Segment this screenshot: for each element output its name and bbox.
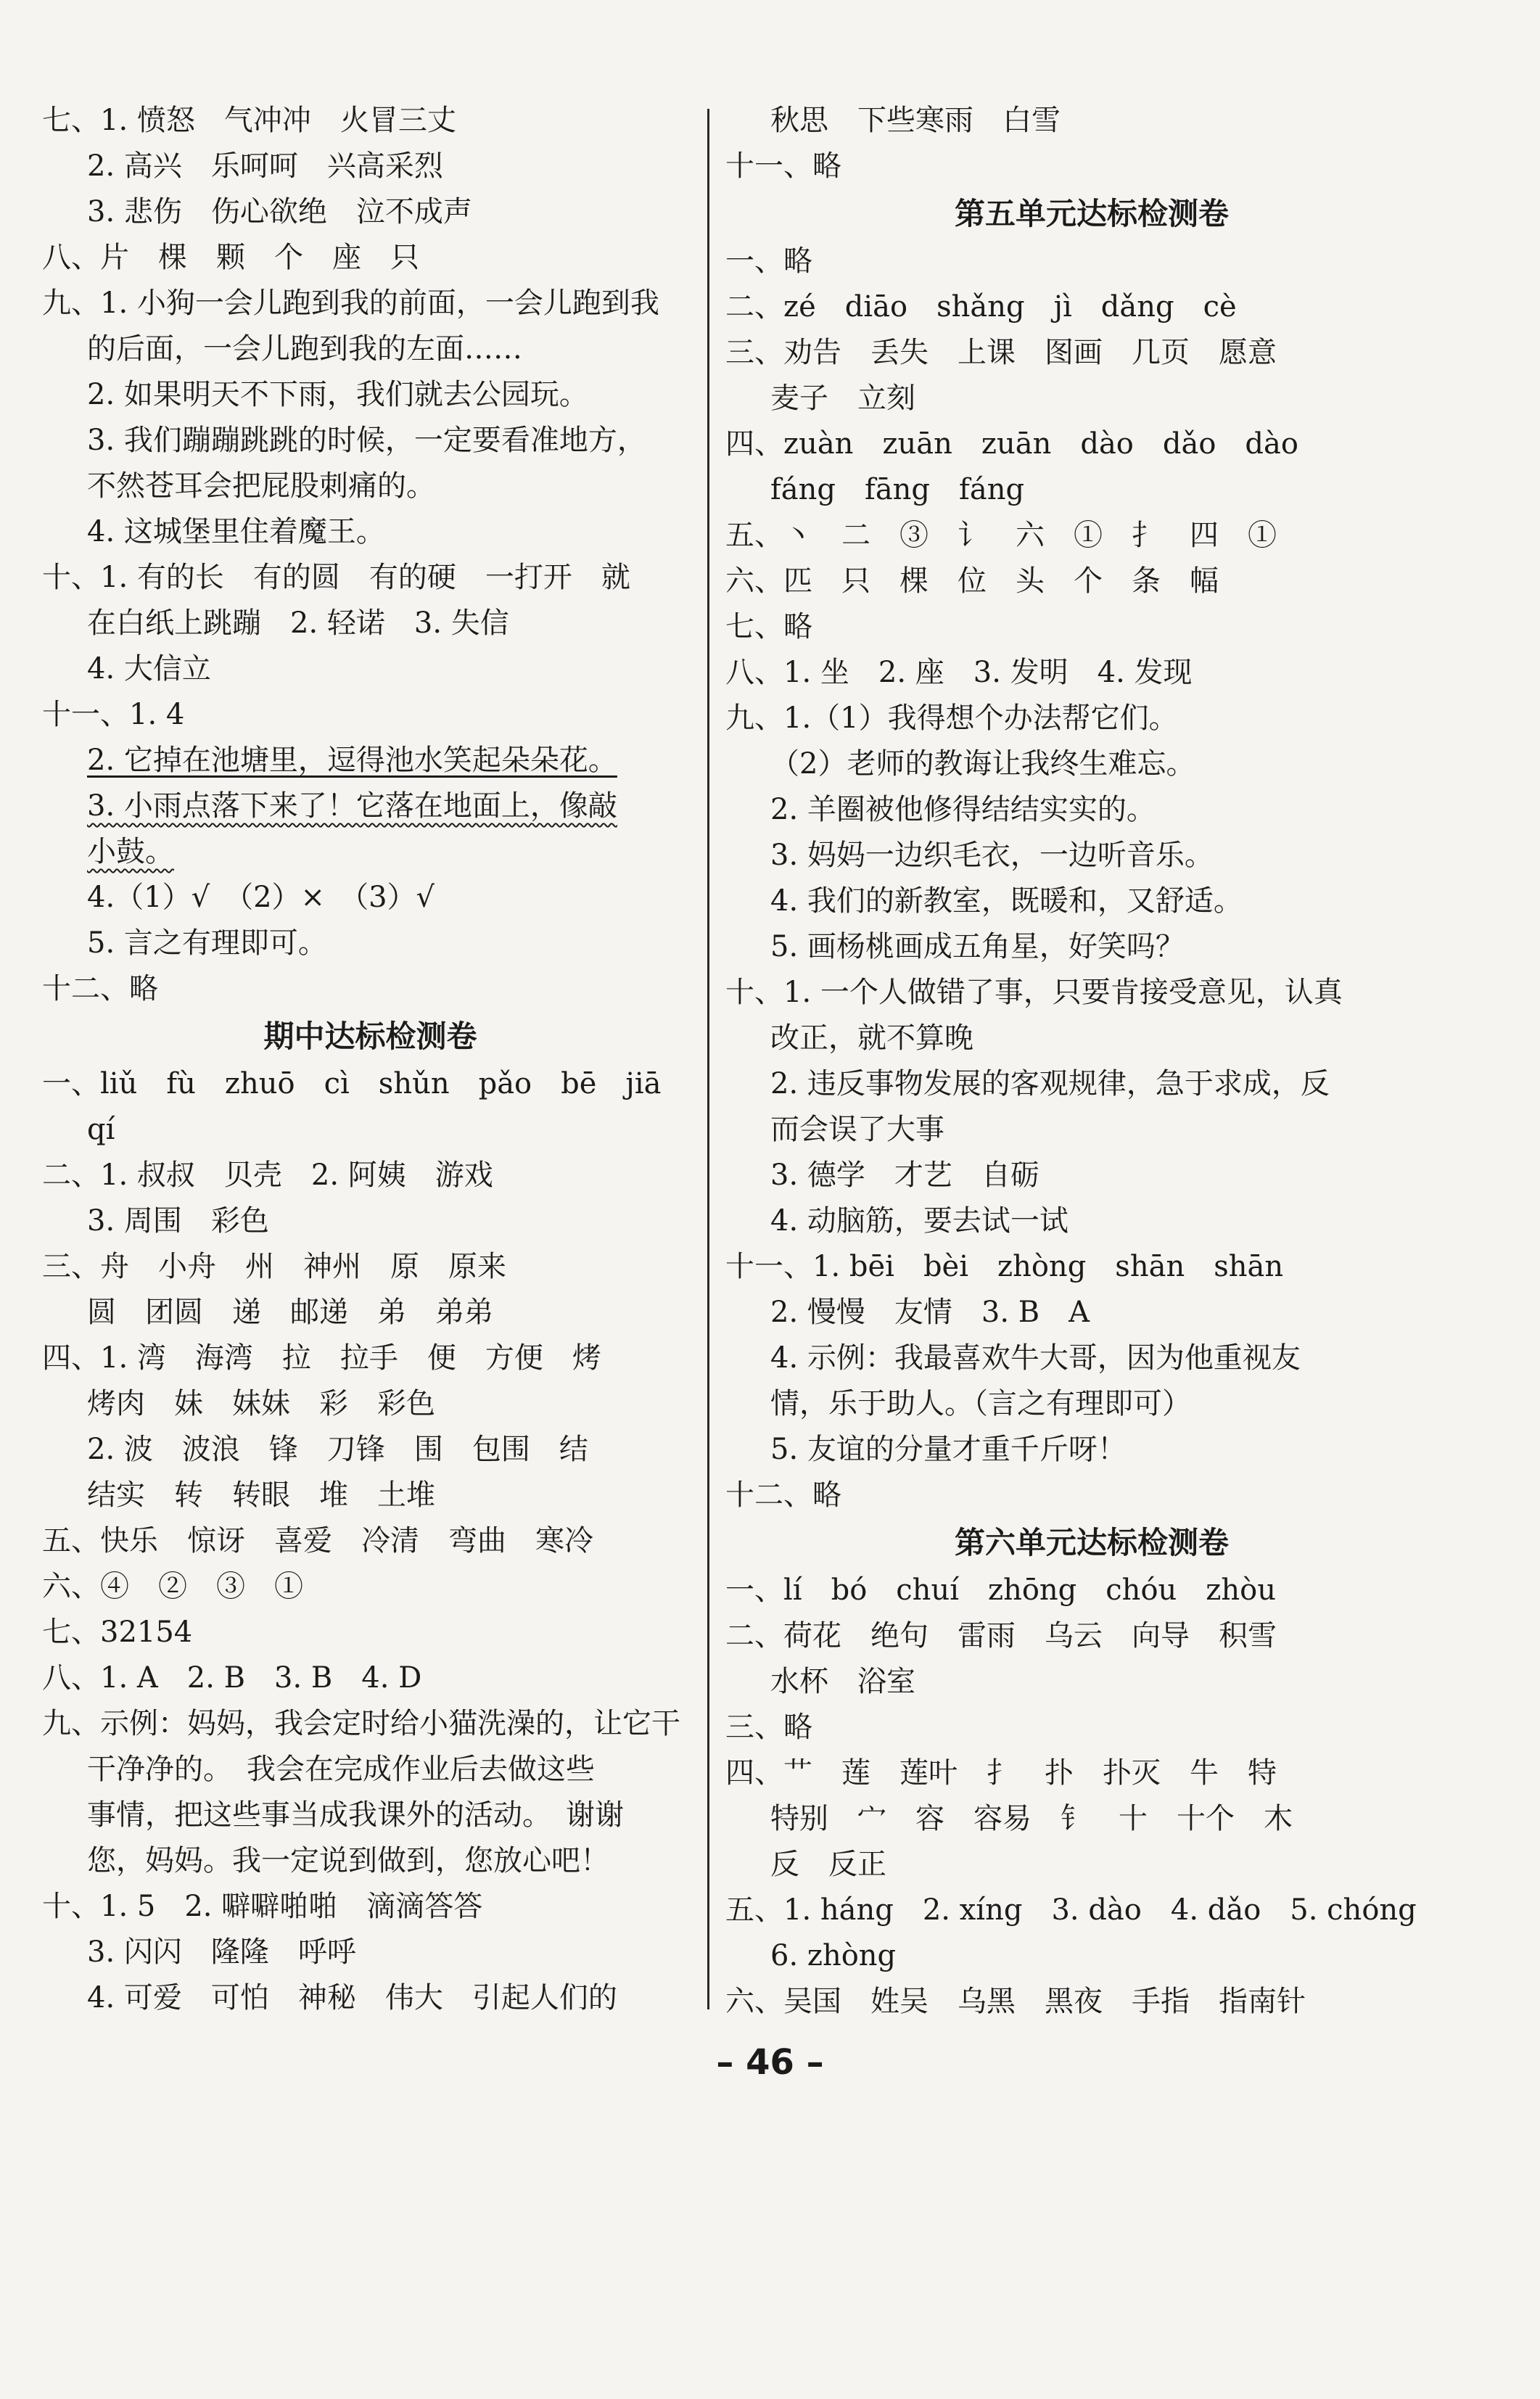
answer-line: 三、略 — [725, 1711, 812, 1744]
answer-line: 三、劝告 丢失 上课 图画 几页 愿意 — [725, 336, 1277, 369]
answer-line: 4. 这城堡里住着魔王。 — [87, 515, 385, 548]
answer-line: 特别 宀 容 容易 钅 十 十个 木 — [770, 1802, 1293, 1835]
answer-line: 5. 友谊的分量才重千斤呀！ — [770, 1433, 1127, 1466]
answer-line: 九、1. 小狗一会儿跑到我的前面，一会儿跑到我 — [42, 287, 659, 320]
answer-line: 九、1.（1）我得想个办法帮它们。 — [725, 701, 1178, 735]
answer-line: 十二、略 — [725, 1478, 841, 1512]
answer-line: 小鼓。 — [87, 835, 174, 868]
answer-line: 十二、略 — [42, 972, 158, 1005]
answer-line: 八、1. A 2. B 3. B 4. D — [42, 1661, 422, 1695]
answer-line: 四、艹 莲 莲叶 扌 扑 扑灭 牛 特 — [725, 1756, 1277, 1790]
answer-line: 八、1. 坐 2. 座 3. 发明 4. 发现 — [725, 656, 1193, 689]
answer-line: 一、lí bó chuí zhōng chóu zhòu — [725, 1573, 1276, 1607]
answer-line: 不然苍耳会把屁股刺痛的。 — [87, 469, 435, 503]
answer-line: 五、丶 二 ③ 讠 六 ① 扌 四 ① — [725, 519, 1277, 552]
right-column — [725, 98, 1458, 2025]
answer-line: 2. 波 波浪 锋 刀锋 围 包围 结 — [87, 1433, 588, 1466]
answer-line: 九、示例：妈妈，我会定时给小猫洗澡的，让它干 — [42, 1707, 680, 1740]
answer-line: 一、liǔ fù zhuō cì shǔn pǎo bē jiā — [42, 1067, 662, 1100]
answer-line: 5. 画杨桃画成五角星，好笑吗？ — [770, 930, 1185, 963]
answer-line: 二、荷花 绝句 雷雨 乌云 向导 积雪 — [725, 1619, 1277, 1653]
answer-line: 事情，把这些事当成我课外的活动。 谢谢 — [87, 1798, 624, 1832]
page-number: – 46 – — [716, 2042, 824, 2083]
answer-line: 四、1. 湾 海湾 拉 拉手 便 方便 烤 — [42, 1341, 601, 1375]
answer-line: 水杯 浴室 — [770, 1665, 915, 1698]
section-title: 第五单元达标检测卷 — [954, 196, 1229, 231]
answer-line: 六、匹 只 棵 位 头 个 条 幅 — [725, 564, 1219, 598]
answer-line: 2. 违反事物发展的客观规律，急于求成，反 — [770, 1067, 1330, 1100]
answer-line: 七、1. 愤怒 气冲冲 火冒三丈 — [42, 104, 456, 137]
answer-line: 2. 羊圈被他修得结结实实的。 — [770, 793, 1156, 826]
answer-line: 七、32154 — [42, 1616, 193, 1649]
answer-line: 十、1. 一个人做错了事，只要肯接受意见，认真 — [725, 976, 1343, 1009]
answer-line: 三、舟 小舟 州 神州 原 原来 — [42, 1250, 506, 1283]
answer-line: 4. 动脑筋，要去试一试 — [770, 1204, 1068, 1238]
answer-line: 而会误了大事 — [770, 1113, 944, 1146]
answer-line: 4. 可爱 可怕 神秘 伟大 引起人们的 — [87, 1981, 617, 2015]
answer-line: 十一、略 — [725, 149, 841, 183]
answer-line: 干净净的。 我会在完成作业后去做这些 — [87, 1753, 595, 1786]
answer-line: 6. zhòng — [770, 1939, 897, 1972]
answer-line: 反 反正 — [770, 1848, 886, 1881]
answer-line: 3. 闪闪 隆隆 呼呼 — [87, 1935, 356, 1969]
answer-line: 一、略 — [725, 244, 812, 278]
answer-line: 4.（1）√ （2）× （3）√ — [87, 881, 435, 914]
answer-line: 烤肉 妹 妹妹 彩 彩色 — [87, 1387, 435, 1420]
answer-line: 3. 妈妈一边织毛衣，一边听音乐。 — [770, 839, 1214, 872]
answer-line: 二、1. 叔叔 贝壳 2. 阿姨 游戏 — [42, 1159, 493, 1192]
answer-line: 圆 团圆 递 邮递 弟 弟弟 — [87, 1296, 493, 1329]
answer-line: 八、片 棵 颗 个 座 只 — [42, 241, 419, 274]
answer-line: 五、1. háng 2. xíng 3. dào 4. dǎo 5. chóng — [725, 1893, 1417, 1927]
answer-line: qí — [87, 1113, 115, 1146]
answer-line: 情，乐于助人。（言之有理即可） — [770, 1387, 1191, 1420]
answer-line: 十一、1. 4 — [42, 698, 185, 731]
section-title: 期中达标检测卷 — [263, 1019, 477, 1054]
answer-line: 2. 它掉在池塘里，逗得池水笑起朵朵花。 — [87, 744, 617, 777]
answer-line: fáng fāng fáng — [770, 473, 1025, 506]
answer-line: 4. 大信立 — [87, 652, 211, 686]
answer-line: 在白纸上跳蹦 2. 轻诺 3. 失信 — [87, 606, 509, 640]
answer-line: 2. 如果明天不下雨，我们就去公园玩。 — [87, 378, 588, 411]
answer-line: 六、④ ② ③ ① — [42, 1570, 303, 1603]
answer-line: 3. 悲伤 伤心欲绝 泣不成声 — [87, 195, 472, 229]
answer-line: 3. 周围 彩色 — [87, 1204, 269, 1238]
answer-line: 十、1. 5 2. 噼噼啪啪 滴滴答答 — [42, 1890, 483, 1923]
answer-line: 六、吴国 姓吴 乌黑 黑夜 手指 指南针 — [725, 1985, 1306, 2018]
answer-line: 四、zuàn zuān zuān dào dǎo dào — [725, 427, 1298, 461]
answer-line: 十、1. 有的长 有的圆 有的硬 一打开 就 — [42, 561, 630, 594]
column-divider — [707, 109, 709, 2009]
answer-line: 3. 我们蹦蹦跳跳的时候，一定要看准地方， — [87, 424, 646, 457]
answer-line: 改正，就不算晚 — [770, 1021, 973, 1055]
answer-line: 2. 慢慢 友情 3. B A — [770, 1296, 1090, 1329]
answer-line: 5. 言之有理即可。 — [87, 926, 327, 960]
answer-line: 4. 我们的新教室，既暖和，又舒适。 — [770, 884, 1243, 918]
answer-line: 2. 高兴 乐呵呵 兴高采烈 — [87, 149, 443, 183]
answer-line: 十一、1. bēi bèi zhòng shān shān — [725, 1250, 1284, 1283]
answer-line: 您，妈妈。我一定说到做到，您放心吧！ — [87, 1844, 609, 1877]
answer-line: 五、快乐 惊讶 喜爱 冷清 弯曲 寒冷 — [42, 1524, 593, 1558]
answer-line: 秋思 下些寒雨 白雪 — [770, 104, 1061, 137]
answer-line: （2）老师的教诲让我终生难忘。 — [770, 747, 1195, 781]
answer-line: 4. 示例：我最喜欢牛大哥，因为他重视友 — [770, 1341, 1301, 1375]
answer-line: 七、略 — [725, 610, 812, 643]
answer-line: 3. 小雨点落下来了！它落在地面上，像敲 — [87, 789, 617, 823]
answer-line: 的后面，一会儿跑到我的左面…… — [87, 332, 522, 366]
section-title: 第六单元达标检测卷 — [954, 1525, 1229, 1560]
answer-line: 麦子 立刻 — [770, 382, 915, 415]
answer-line: 3. 德学 才艺 自砺 — [770, 1159, 1039, 1192]
answer-line: 结实 转 转眼 堆 土堆 — [87, 1478, 435, 1512]
answer-line: 二、zé diāo shǎng jì dǎng cè — [725, 290, 1237, 324]
left-column — [42, 98, 699, 2021]
